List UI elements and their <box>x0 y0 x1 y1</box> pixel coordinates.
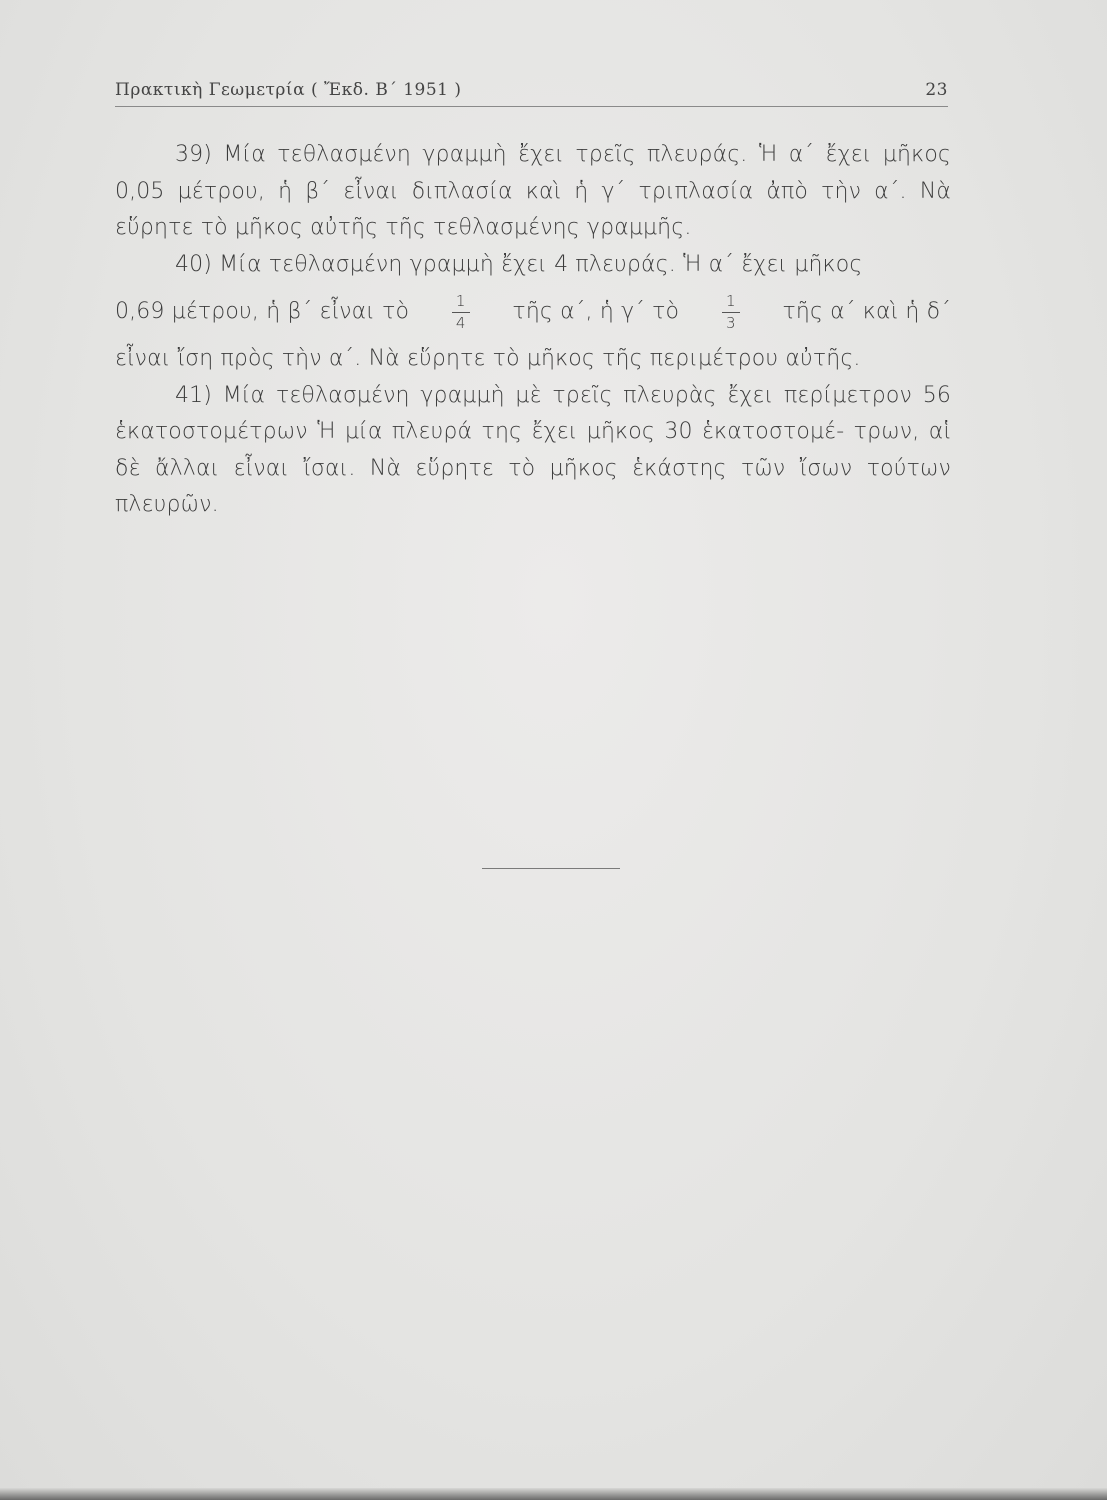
end-rule <box>482 868 620 869</box>
problem-40-part-2: τῆς α΄, ἡ γ΄ τὸ <box>512 298 680 324</box>
book-title: Πρακτικὴ Γεωμετρία ( Ἔκδ. Β΄ 1951 ) <box>115 80 462 100</box>
problem-41: 41) Μία τεθλασμένη γραμμὴ μὲ τρεῖς πλευρὰς ἔχει περίμετρον 56 ἑκατοστομέτρων Ἡ μία πλευρά της ἔχει μῆκος 30 ἑκατοστομέ- τρων, αἱ δὲ ἄλλαι εἶναι ἴσαι. Νὰ εὕρητε τὸ μῆκος ἑκάστης τῶν ἴσων τούτων πλευρῶν. <box>115 382 951 517</box>
problem-40-part-3: τῆς α΄ καὶ ἡ δ΄ <box>782 298 951 324</box>
page-number: 23 <box>925 80 948 100</box>
fraction-one-third <box>722 291 740 332</box>
fraction-one-quarter <box>452 291 470 332</box>
fraction-numerator: 1 <box>455 291 466 310</box>
problem-40-part-1: 0,69 μέτρου, ἡ β΄ εἶναι τὸ <box>115 298 410 324</box>
problem-40-line-1: 40) Μία τεθλασμένη γραμμὴ ἔχει 4 πλευράς. Ἡ α΄ ἔχει μῆκος <box>175 251 863 277</box>
fraction-denominator: 3 <box>722 312 740 331</box>
fraction-denominator: 4 <box>452 312 470 331</box>
page-body <box>115 137 951 524</box>
problem-40-fraction-line <box>115 283 951 341</box>
fraction-numerator: 1 <box>725 291 736 310</box>
problem-39: 39) Μία τεθλασμένη γραμμὴ ἔχει τρεῖς πλευράς. Ἡ α΄ ἔχει μῆκος 0,05 μέτρου, ἡ β΄ εἶναι διπλασία καὶ ἡ γ΄ τριπλασία ἀπὸ τὴν α΄. Νὰ εὕρητε τὸ μῆκος αὐτῆς τῆς τεθλασμένης γραμμῆς. <box>115 142 951 240</box>
page-bottom-edge <box>0 1488 1107 1500</box>
running-header <box>115 78 948 107</box>
problem-40-line-3: εἶναι ἴση πρὸς τὴν α΄. Νὰ εὕρητε τὸ μῆκος τῆς περιμέτρου αὐτῆς. <box>115 346 861 371</box>
